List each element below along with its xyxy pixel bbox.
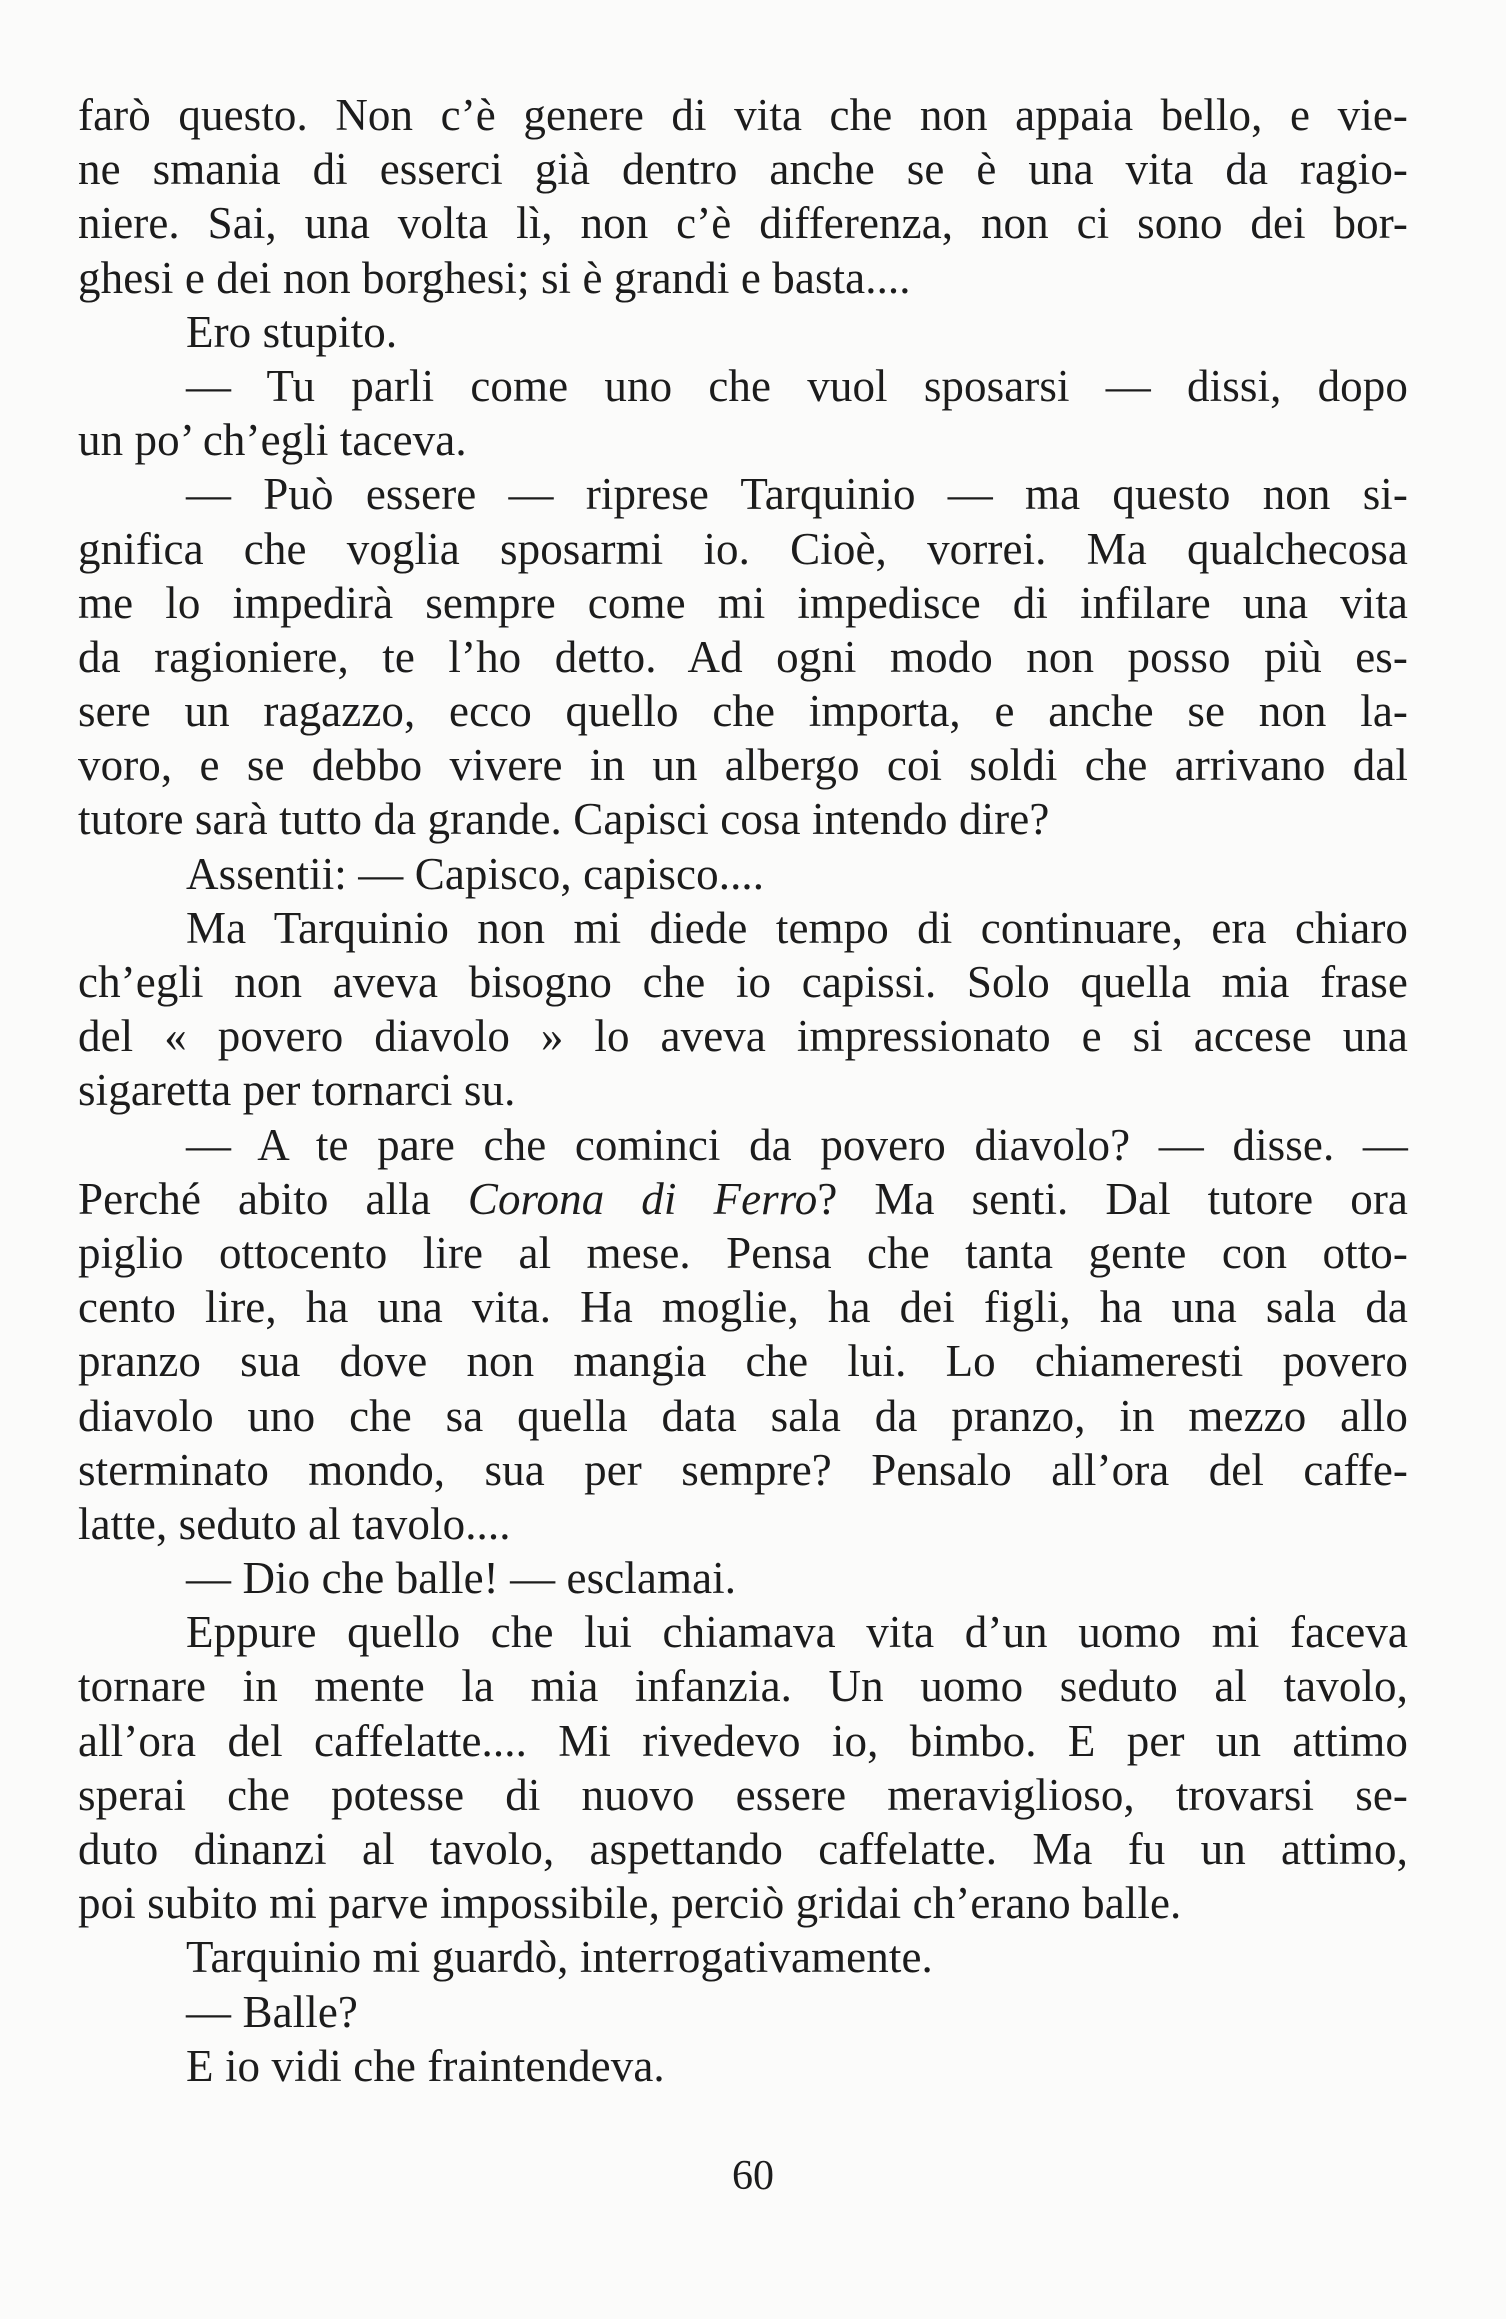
dialogue-line: — Può essere — riprese Tarquinio — ma questo non si- <box>186 469 1408 520</box>
dialogue-line: — Tu parli come uno che vuol sposarsi — dissi, dopo <box>186 360 1408 411</box>
text-line: sterminato mondo, sua per sempre? Pensalo all’ora del caffe- <box>78 1444 1408 1495</box>
text-line: me lo impedirà sempre come mi impedisce di infilare una vita <box>78 577 1408 628</box>
text-line: ghesi e dei non borghesi; si è grandi e basta.... <box>78 252 911 303</box>
text-line: un po’ ch’egli taceva. <box>78 415 467 466</box>
text-line: sere un ragazzo, ecco quello che importa, e anche se non la- <box>78 686 1408 737</box>
text-line: da ragioniere, te l’ho detto. Ad ogni modo non posso più es- <box>78 631 1408 682</box>
text-line: Ma Tarquinio non mi diede tempo di continuare, era chiaro <box>186 902 1408 953</box>
text-line: Tarquinio mi guardò, interrogativamente. <box>186 1932 933 1983</box>
dialogue-line: — Dio che balle! — esclamai. <box>186 1553 737 1604</box>
text-line: tutore sarà tutto da grande. Capisci cosa intendo dire? <box>78 794 1050 845</box>
dialogue-line: — A te pare che cominci da povero diavolo? — disse. — <box>186 1119 1408 1170</box>
text-line: sperai che potesse di nuovo essere meraviglioso, trovarsi se- <box>78 1769 1408 1820</box>
page-number: 60 <box>732 2153 774 2199</box>
text-line: tornare in mente la mia infanzia. Un uomo seduto al tavolo, <box>78 1661 1408 1712</box>
italic-title: Corona di Ferro <box>467 1173 818 1224</box>
text-line: duto dinanzi al tavolo, aspettando caffelatte. Ma fu un attimo, <box>78 1824 1408 1874</box>
page-body-text <box>78 88 1408 2093</box>
text-line: niere. Sai, una volta lì, non c’è differenza, non ci sono dei bor- <box>78 198 1408 249</box>
text-line: Ero stupito. <box>186 306 398 357</box>
text-line: all’ora del caffelatte.... Mi rivedevo io, bimbo. E per un attimo <box>78 1715 1408 1766</box>
text-line-italic-title: Perché abito alla Corona di Ferro? Ma senti. Dal tutore ora <box>78 1173 1408 1224</box>
text-line: ne smania di esserci già dentro anche se è una vita da ragio- <box>78 144 1408 195</box>
text-line: del « povero diavolo » lo aveva impressionato e si accese una <box>78 1011 1408 1062</box>
text-line: sigaretta per tornarci su. <box>78 1065 516 1116</box>
text-line: E io vidi che fraintendeva. <box>186 2040 665 2091</box>
text-line: gnifica che voglia sposarmi io. Cioè, vorrei. Ma qualchecosa <box>78 523 1408 574</box>
text-line: farò questo. Non c’è genere di vita che non appaia bello, e vie- <box>78 90 1408 140</box>
text-line: voro, e se debbo vivere in un albergo coi soldi che arrivano dal <box>78 740 1408 791</box>
text-line: diavolo uno che sa quella data sala da pranzo, in mezzo allo <box>78 1390 1408 1441</box>
dialogue-line: — Balle? <box>186 1986 358 2037</box>
text-line: poi subito mi parve impossibile, perciò gridai ch’erano balle. <box>78 1878 1182 1929</box>
text-line: latte, seduto al tavolo.... <box>78 1498 511 1549</box>
text-line: Assentii: — Capisco, capisco.... <box>186 848 765 899</box>
text-line: piglio ottocento lire al mese. Pensa che tanta gente con otto- <box>78 1227 1408 1278</box>
text-line: pranzo sua dove non mangia che lui. Lo chiameresti povero <box>78 1336 1408 1387</box>
text-line: Eppure quello che lui chiamava vita d’un uomo mi faceva <box>186 1607 1408 1658</box>
text-line: ch’egli non aveva bisogno che io capissi. Solo quella mia frase <box>78 957 1408 1007</box>
text-line: cento lire, ha una vita. Ha moglie, ha dei figli, ha una sala da <box>78 1282 1408 1333</box>
